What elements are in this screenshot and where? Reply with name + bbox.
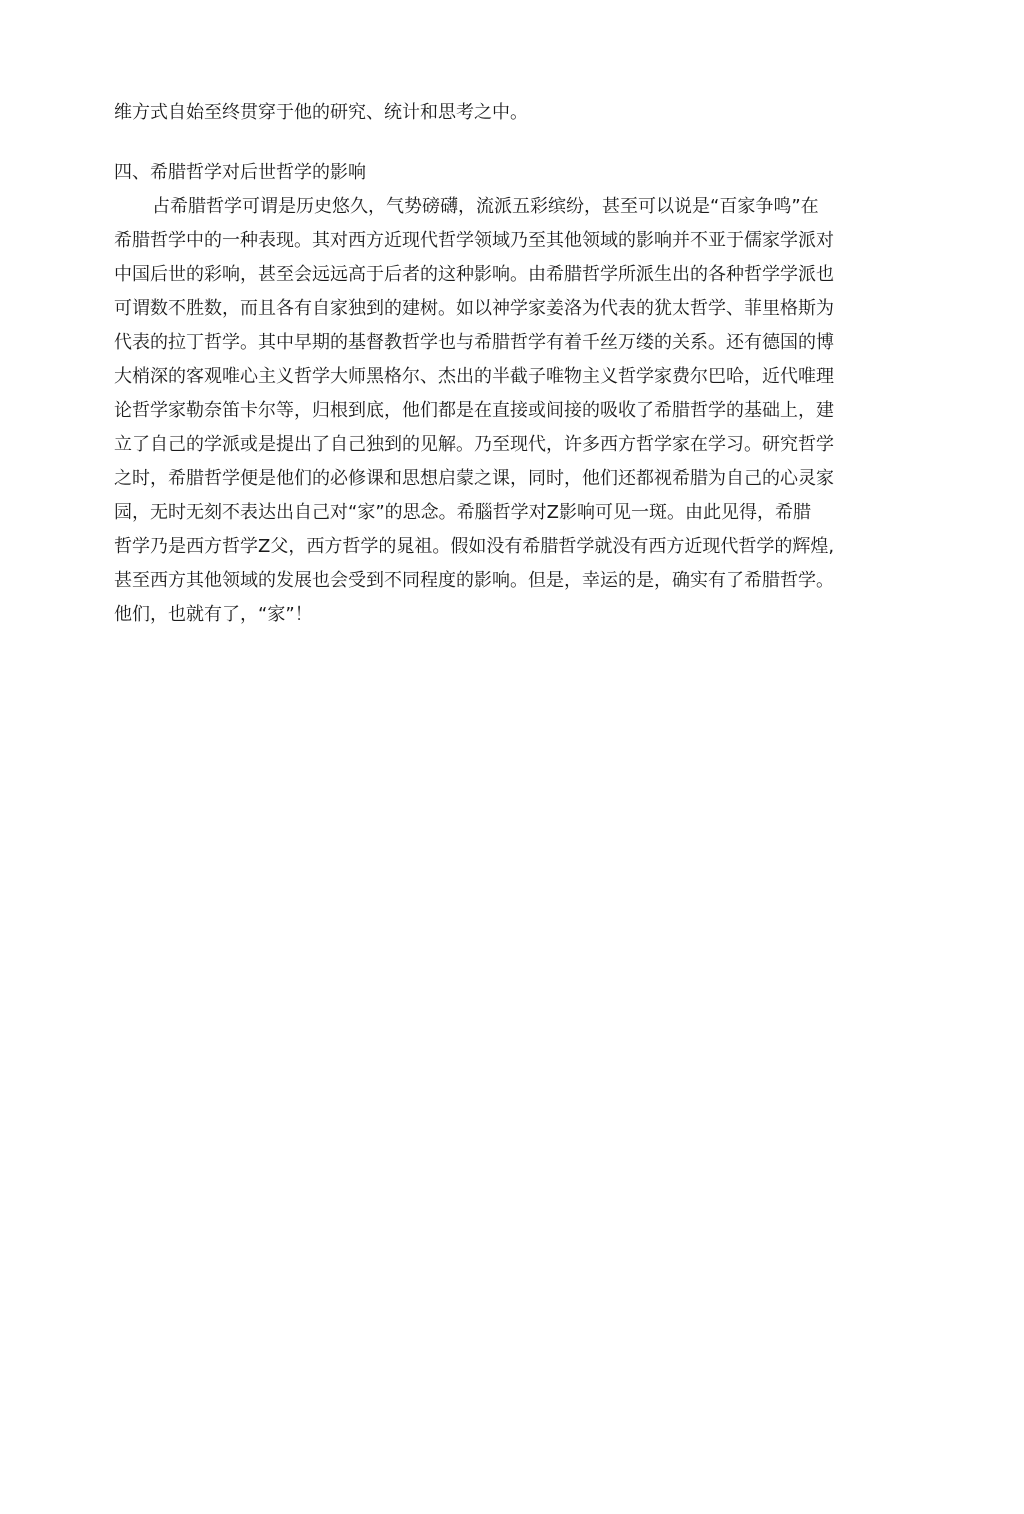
paragraph-line: 占希腊哲学可谓是历史悠久，气势磅礴，流派五彩缤纷，甚至可以说是“百家争鸣”在 [152, 196, 819, 217]
paragraph-line: 希腊哲学中的一种表现。其对西方近现代哲学领域乃至其他领域的影响并不亚于儒家学派对 [114, 230, 834, 251]
paragraph-line: 立了自己的学派或是提出了自己独到的见解。乃至现代，许多西方哲学家在学习。研究哲学 [114, 434, 834, 455]
document-body [114, 96, 884, 632]
paragraph-gap [114, 130, 884, 156]
paragraph-line: 大梢深的客观唯心主义哲学大师黑格尔、杰出的半截子唯物主义哲学家费尔巴哈，近代唯理 [114, 366, 834, 387]
paragraph-line: 甚至西方其他领域的发展也会受到不同程度的影响。但是，幸运的是，确实有了希腊哲学。 [114, 570, 834, 591]
paragraph-line: 园，无时无刻不表达出自己对“家”的思念。希腦哲学对Z影响可见一斑。由此见得，希腊 [114, 502, 811, 523]
body-paragraph [114, 190, 884, 632]
section-heading: 四、希腊哲学对后世哲学的影响 [114, 162, 366, 183]
paragraph-line: 之时，希腊哲学便是他们的必修课和思想启蒙之课，同时，他们还都视希腊为自己的心灵家 [114, 468, 834, 489]
paragraph-line: 他们，也就有了，“家”！ [114, 604, 313, 625]
paragraph-line: 代表的拉丁哲学。其中早期的基督教哲学也与希腊哲学有着千丝万缕的关系。还有德国的博 [114, 332, 834, 353]
paragraph-line: 可谓数不胜数，而且各有自家独到的建树。如以神学家姜洛为代表的犹太哲学、菲里格斯为 [114, 298, 834, 319]
paragraph-line: 论哲学家勒奈笛卡尔等，归根到底，他们都是在直接或间接的吸收了希腊哲学的基础上，建 [114, 400, 834, 421]
paragraph-line: 中国后世的彩响，甚至会远远高于后者的这种影响。由希腊哲学所派生出的各种哲学学派也 [114, 264, 834, 285]
intro-line: 维方式自始至终贯穿于他的研究、统计和思考之中。 [114, 102, 528, 123]
paragraph-line: 哲学乃是西方哲学Z父，西方哲学的晁祖。假如没有希腊哲学就没有西方近现代哲学的辉煌, [114, 536, 835, 557]
